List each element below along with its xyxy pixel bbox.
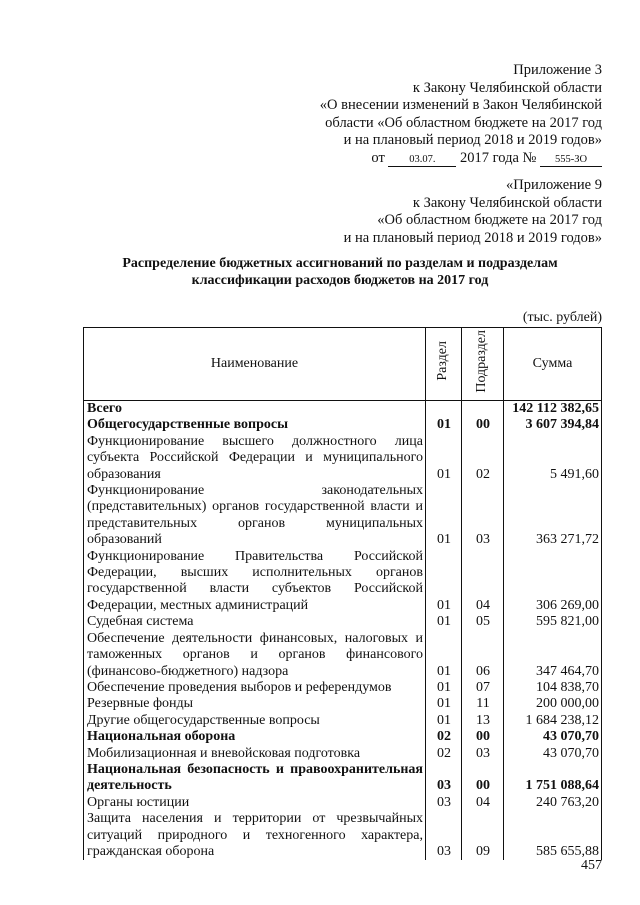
row-section: 01 — [426, 680, 462, 696]
table-row — [84, 614, 602, 630]
date-year-label: 2017 года № — [460, 149, 537, 166]
adoption-date-line — [320, 150, 602, 168]
row-subsection: 13 — [462, 713, 504, 729]
row-name: Другие общегосударственные вопросы — [84, 713, 426, 729]
amendment-line-1: «О внесении изменений в Закон Челябинской — [319, 97, 602, 113]
row-name: Общегосударственные вопросы — [84, 417, 426, 433]
row-subsection: 11 — [462, 696, 504, 712]
row-name: Функционирование законодательных (представительных) органов государственной власти и представительных органов муниципальных образований — [84, 483, 426, 549]
header-section-label: Раздел — [435, 341, 451, 382]
row-section: 03 — [426, 795, 462, 811]
row-name: Всего — [84, 401, 426, 418]
row-sum: 200 000,00 — [504, 696, 602, 712]
amendment-line-2: области «Об областном бюджете на 2017 год — [325, 114, 602, 131]
row-subsection: 04 — [462, 795, 504, 811]
row-sum: 1 751 088,64 — [504, 762, 602, 795]
row-name: Национальная безопасность и правоохранительная деятельность — [84, 762, 426, 795]
row-section: 02 — [426, 746, 462, 762]
table-body — [84, 401, 602, 861]
row-sum: 3 607 394,84 — [504, 417, 602, 433]
original-law-title-line-2: и на плановый период 2018 и 2019 годов» — [343, 229, 602, 246]
table-row — [84, 746, 602, 762]
table-row — [84, 680, 602, 696]
table-row — [84, 795, 602, 811]
row-section: 01 — [426, 483, 462, 549]
row-subsection — [462, 401, 504, 418]
budget-allocation-table — [83, 327, 602, 860]
document-title — [60, 255, 620, 289]
row-sum: 585 655,88 — [504, 811, 602, 860]
row-section: 01 — [426, 614, 462, 630]
row-name: Обеспечение деятельности финансовых, налоговых и таможенных органов и органов финансового (финансово-бюджетного) надзора — [84, 631, 426, 680]
amendment-line-3: и на плановый период 2018 и 2019 годов» — [343, 132, 602, 148]
row-section: 01 — [426, 713, 462, 729]
row-subsection: 02 — [462, 434, 504, 483]
row-sum: 240 763,20 — [504, 795, 602, 811]
law-number: 555-ЗО — [540, 154, 602, 167]
row-subsection: 04 — [462, 549, 504, 615]
row-sum: 306 269,00 — [504, 549, 602, 615]
table-row — [84, 631, 602, 680]
row-subsection: 03 — [462, 483, 504, 549]
row-subsection: 00 — [462, 729, 504, 745]
row-name: Судебная система — [84, 614, 426, 630]
row-name: Функционирование Правительства Российской Федерации, высших исполнительных органов государственной власти субъектов Российской Федерации, местных администраций — [84, 549, 426, 615]
original-appendix-title: «Приложение 9 — [506, 177, 602, 193]
table-header-row — [84, 328, 602, 401]
row-section: 01 — [426, 417, 462, 433]
row-subsection: 00 — [462, 762, 504, 795]
table-row — [84, 417, 602, 433]
row-subsection: 07 — [462, 680, 504, 696]
row-section: 02 — [426, 729, 462, 745]
row-name: Органы юстиции — [84, 795, 426, 811]
row-sum: 5 491,60 — [504, 434, 602, 483]
row-section: 03 — [426, 811, 462, 860]
header-subsection — [462, 328, 504, 401]
header-sum: Сумма — [504, 328, 602, 401]
table-row — [84, 549, 602, 615]
table-row — [84, 483, 602, 549]
row-subsection: 03 — [462, 746, 504, 762]
appendix-header — [320, 62, 602, 167]
row-name: Резервные фонды — [84, 696, 426, 712]
row-section: 01 — [426, 549, 462, 615]
table-row — [84, 401, 602, 418]
row-name: Мобилизационная и вневойсковая подготовка — [84, 746, 426, 762]
row-section: 01 — [426, 696, 462, 712]
header-subsection-label: Подраздел — [474, 329, 490, 393]
header-name: Наименование — [84, 328, 426, 401]
original-law-title-line-1: «Об областном бюджете на 2017 год — [377, 212, 602, 228]
row-subsection: 00 — [462, 417, 504, 433]
table-row — [84, 729, 602, 745]
row-section: 03 — [426, 762, 462, 795]
table-row — [84, 713, 602, 729]
date-value: 03.07. — [388, 154, 456, 167]
units-label: (тыс. рублей) — [522, 310, 602, 325]
table-row — [84, 696, 602, 712]
row-name: Функционирование высшего должностного лица субъекта Российской Федерации и муниципального образования — [84, 434, 426, 483]
date-from-label: от — [371, 149, 385, 166]
table-row — [84, 434, 602, 483]
title-line-1: Распределение бюджетных ассигнований по разделам и подразделам — [122, 256, 558, 271]
table-row — [84, 811, 602, 860]
row-sum: 142 112 382,65 — [504, 401, 602, 418]
row-subsection: 05 — [462, 614, 504, 630]
row-name: Национальная оборона — [84, 729, 426, 745]
row-subsection: 09 — [462, 811, 504, 860]
row-subsection: 06 — [462, 631, 504, 680]
row-sum: 363 271,72 — [504, 483, 602, 549]
row-name: Обеспечение проведения выборов и референдумов — [84, 680, 426, 696]
row-section: 01 — [426, 434, 462, 483]
table-row — [84, 762, 602, 795]
row-sum: 104 838,70 — [504, 680, 602, 696]
row-sum: 43 070,70 — [504, 729, 602, 745]
row-sum: 43 070,70 — [504, 746, 602, 762]
header-section — [426, 328, 462, 401]
original-appendix-header — [344, 177, 602, 247]
appendix-title: Приложение 3 — [513, 62, 602, 78]
row-section: 01 — [426, 631, 462, 680]
row-sum: 1 684 238,12 — [504, 713, 602, 729]
title-line-2: классификации расходов бюджетов на 2017 год — [191, 273, 489, 288]
row-sum: 347 464,70 — [504, 631, 602, 680]
row-sum: 595 821,00 — [504, 614, 602, 630]
row-section — [426, 401, 462, 418]
row-name: Защита населения и территории от чрезвычайных ситуаций природного и техногенного характера, гражданская оборона — [84, 811, 426, 860]
original-law-reference: к Закону Челябинской области — [412, 194, 602, 211]
page-number: 457 — [581, 858, 602, 873]
law-reference: к Закону Челябинской области — [412, 79, 602, 96]
